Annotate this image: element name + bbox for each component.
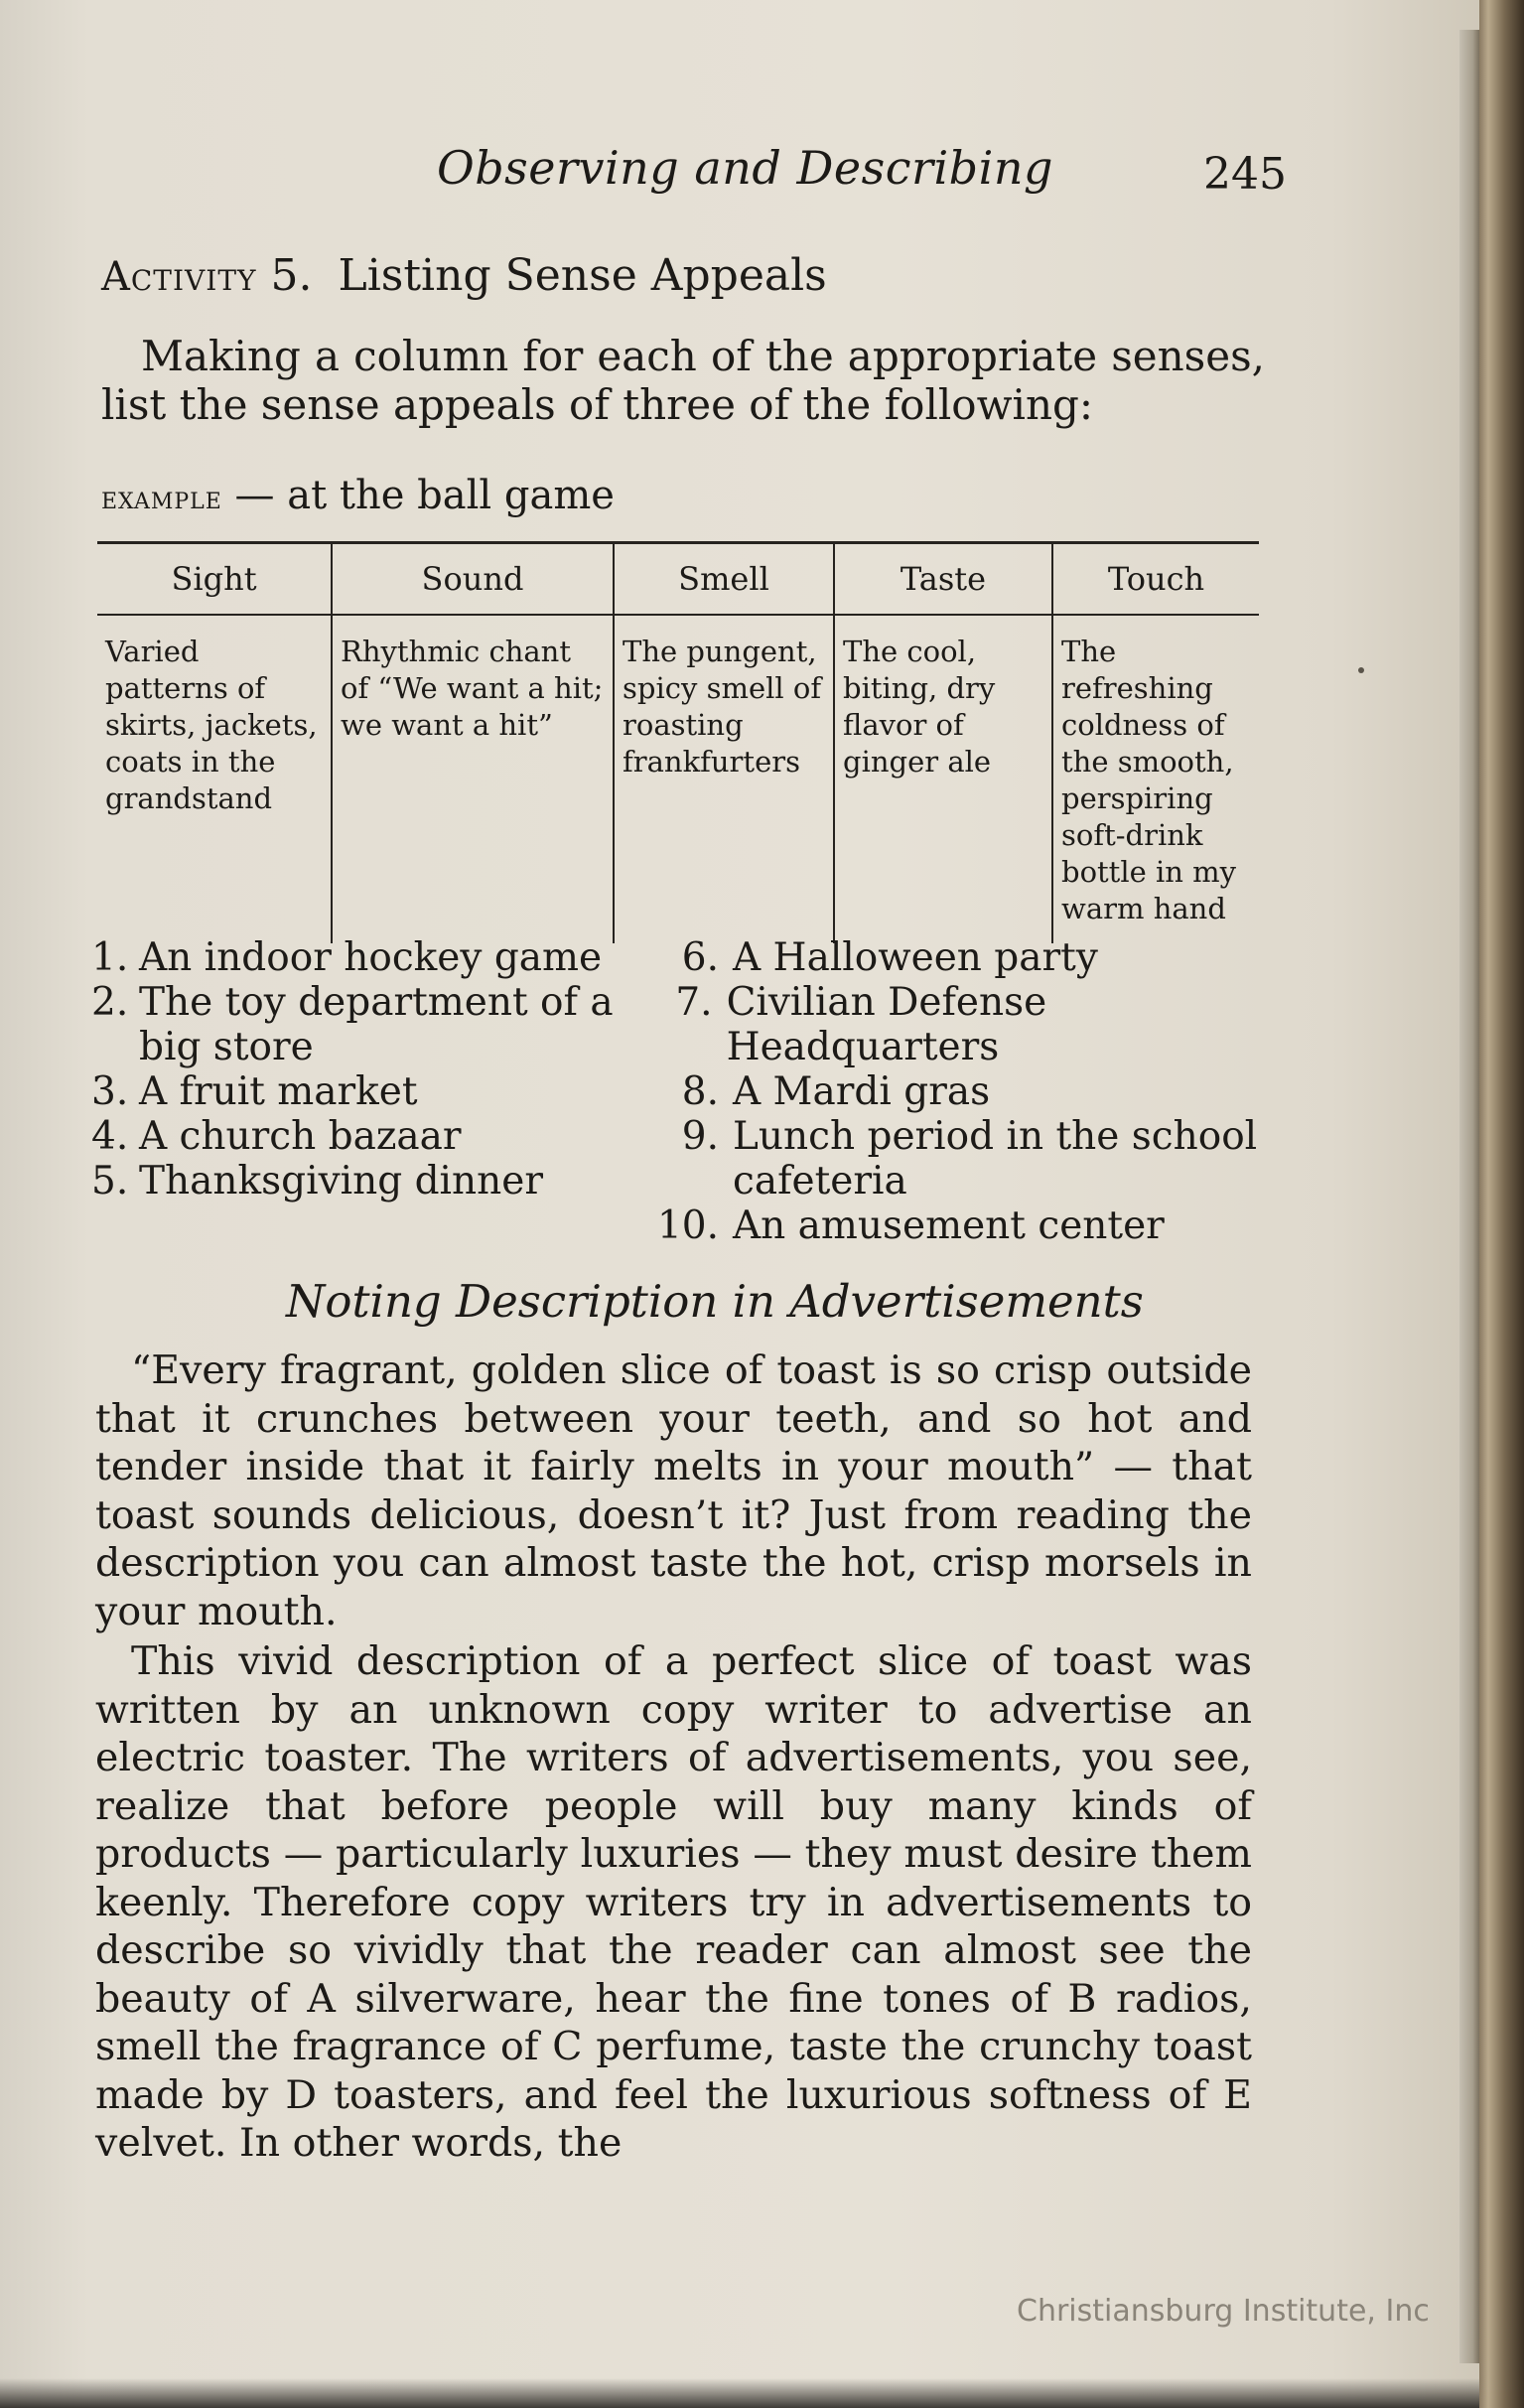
cell-sound: Rhythmic chant of “We want a hit; we want a hit” [332, 615, 614, 943]
list-item [91, 1159, 647, 1204]
activity-label: Activity [101, 254, 257, 300]
item-number: 5. [91, 1159, 129, 1204]
section-heading: Noting Description in Advertisements [286, 1275, 1144, 1328]
item-text: A church bazaar [139, 1114, 462, 1159]
ink-speck [1358, 667, 1364, 673]
item-text: Lunch period in the school [733, 1114, 1258, 1159]
list-item [655, 1114, 1271, 1159]
item-text: The toy department of a [139, 980, 614, 1025]
list-item [655, 1204, 1271, 1248]
table-row [97, 615, 1259, 943]
column-header-touch: Touch [1052, 543, 1259, 616]
column-header-sight: Sight [97, 543, 332, 616]
running-head: Observing and Describing [437, 141, 1053, 195]
item-number: 9. [681, 1114, 719, 1159]
table-header-row [97, 543, 1259, 616]
paragraph: This vivid description of a perfect slice of toast was written by an unknown copy writer to advertise an electric toaster. The writers of advertisements, you see, realize that before people will buy many kinds of products — particularly luxuries — they must desire them keenly. Therefore copy writers try in advertisements to describe so vividly that the reader can almost see the beauty of A silverware, hear the fine tones of B radios, smell the fragrance of C perfume, taste the crunchy toast made by D toasters, and feel the luxurious softness of E velvet. In other words, the [95, 1638, 1252, 2166]
item-text: A Halloween party [733, 935, 1098, 980]
cell-touch: The refreshing coldness of the smooth, perspiring soft-drink bottle in my warm hand [1052, 615, 1259, 943]
topic-list-right [655, 935, 1271, 1248]
activity-instructions [101, 332, 1265, 429]
activity-title [101, 250, 827, 301]
column-header-sound: Sound [332, 543, 614, 616]
item-continuation: cafeteria [733, 1159, 907, 1204]
item-continuation: big store [139, 1025, 314, 1069]
cell-sight: Varied patterns of skirts, jackets, coats in the grandstand [105, 635, 318, 815]
item-number: 8. [681, 1069, 719, 1114]
list-item [655, 935, 1271, 980]
item-text: A Mardi gras [733, 1069, 991, 1114]
cell-smell: The pungent, spicy smell of roasting frankfurters [614, 615, 834, 943]
activity-heading: Listing Sense Appeals [338, 250, 827, 301]
example-label: example [101, 479, 222, 516]
list-item [655, 1069, 1271, 1114]
item-text: An indoor hockey game [139, 935, 603, 980]
page-edge [1459, 30, 1479, 2363]
list-item [91, 935, 647, 980]
list-item [91, 1114, 647, 1159]
bottom-shadow [0, 2378, 1479, 2408]
instructions-text: Making a column for each of the appropriate senses, list the sense appeals of three of the following: [101, 332, 1265, 429]
item-number: 2. [91, 980, 129, 1025]
activity-number: 5. [270, 250, 313, 301]
item-number: 3. [91, 1069, 129, 1114]
column-header-smell: Smell [614, 543, 834, 616]
watermark: Christiansburg Institute, Inc [1017, 2294, 1430, 2329]
topic-list-left [91, 935, 647, 1204]
list-item [91, 1069, 647, 1114]
page-number: 245 [1203, 149, 1287, 200]
item-text: A fruit market [139, 1069, 418, 1114]
cell-taste: The cool, biting, dry flavor of ginger ale [834, 615, 1052, 943]
list-item [655, 980, 1271, 1069]
item-text: Thanksgiving dinner [139, 1159, 543, 1204]
example-line [101, 473, 615, 518]
column-header-taste: Taste [834, 543, 1052, 616]
list-item [91, 980, 647, 1025]
sense-appeals-table [97, 541, 1259, 943]
item-text: An amusement center [733, 1204, 1165, 1248]
example-text: — at the ball game [234, 473, 615, 518]
item-number: 4. [91, 1114, 129, 1159]
book-binding [1479, 0, 1524, 2408]
item-number: 7. [675, 980, 713, 1025]
item-number: 6. [681, 935, 719, 980]
item-number: 10. [656, 1204, 719, 1248]
item-text: Civilian Defense Headquarters [726, 980, 1047, 1069]
section-body [95, 1346, 1252, 2170]
item-number: 1. [91, 935, 129, 980]
paragraph: “Every fragrant, golden slice of toast is so crisp outside that it crunches between your teeth, and so hot and tender inside that it fairly melts in your mouth” — that toast sounds delicious, doesn’t it? Just from reading the description you can almost taste the hot, crisp morsels in your mouth. [95, 1347, 1252, 1634]
